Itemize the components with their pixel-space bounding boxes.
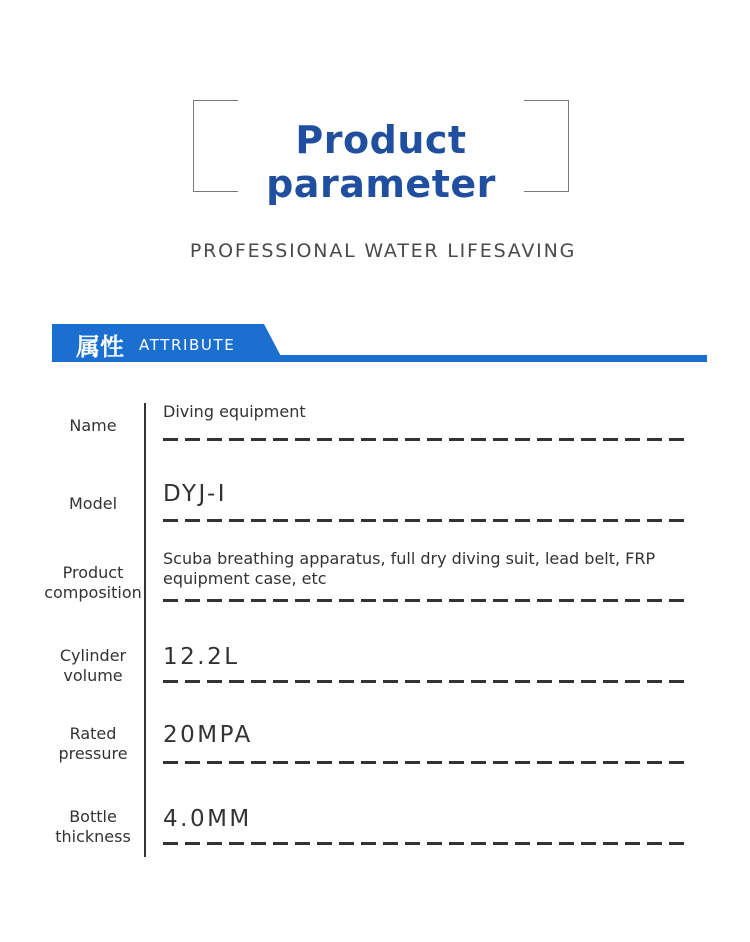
row-label-composition: Product composition xyxy=(44,563,142,602)
row-separator xyxy=(163,761,686,764)
row-value-model: DYJ-I xyxy=(163,481,228,507)
row-value-composition: Scuba breathing apparatus, full dry diving suit, lead belt, FRP equipment case, etc xyxy=(163,549,656,588)
page-title: Product parameter xyxy=(266,118,496,206)
row-separator xyxy=(163,680,686,683)
row-label-model: Model xyxy=(68,494,118,513)
row-separator xyxy=(163,599,686,602)
row-label-cylinder-volume: Cylinder volume xyxy=(59,646,127,685)
page-subtitle: PROFESSIONAL WATER LIFESAVING xyxy=(189,240,577,262)
section-title-en: ATTRIBUTE xyxy=(139,336,236,354)
row-value-rated-pressure: 20MPA xyxy=(163,722,253,748)
section-title-zh: 属性 xyxy=(76,333,124,361)
row-separator xyxy=(163,519,686,522)
row-separator xyxy=(163,842,686,845)
row-label-name: Name xyxy=(69,416,117,435)
row-value-name: Diving equipment xyxy=(163,402,306,421)
row-value-cylinder-volume: 12.2L xyxy=(163,644,240,670)
row-label-bottle-thickness: Bottle thickness xyxy=(55,807,131,846)
row-value-bottle-thickness: 4.0MM xyxy=(163,806,252,832)
row-label-rated-pressure: Rated pressure xyxy=(58,724,128,763)
row-separator xyxy=(163,438,686,441)
title-frame xyxy=(193,100,569,206)
table-divider xyxy=(144,403,146,857)
